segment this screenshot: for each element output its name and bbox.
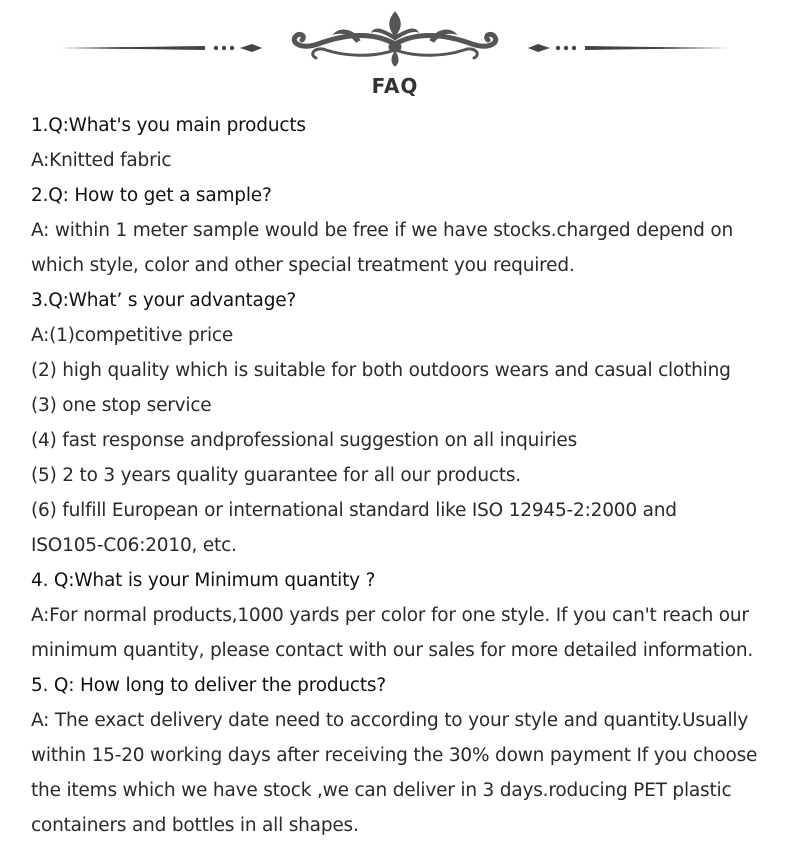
faq-answer: (6) fulfill European or international standard like ISO 12945-2:2000 and (31, 500, 677, 521)
faq-answer: ISO105-C06:2010, etc. (31, 535, 237, 556)
faq-answer: the items which we have stock ,we can deliver in 3 days.roducing PET plastic (31, 780, 732, 801)
faq-answer: which style, color and other special treatment you required. (31, 255, 575, 276)
faq-answer: within 15-20 working days after receiving the 30% down payment If you choose (31, 745, 758, 766)
faq-answer: A: within 1 meter sample would be free if we have stocks.charged depend on (31, 220, 733, 241)
faq-question: 3.Q:What’ s your advantage? (31, 290, 297, 311)
faq-answer: (5) 2 to 3 years quality guarantee for all our products. (31, 465, 521, 486)
faq-answer: (2) high quality which is suitable for both outdoors wears and casual clothing (31, 360, 731, 381)
faq-answer: (3) one stop service (31, 395, 212, 416)
page-title: FAQ (371, 74, 419, 98)
faq-answer: containers and bottles in all shapes. (31, 815, 359, 836)
faq-question: 2.Q: How to get a sample? (31, 185, 272, 206)
faq-header (0, 0, 790, 100)
faq-question: 5. Q: How long to deliver the products? (31, 675, 386, 696)
faq-answer: (4) fast response andprofessional suggestion on all inquiries (31, 430, 578, 451)
faq-question: 4. Q:What is your Minimum quantity ? (31, 570, 376, 591)
faq-answer: minimum quantity, please contact with our sales for more detailed information. (31, 640, 754, 661)
faq-list (31, 108, 781, 843)
faq-answer: A: The exact delivery date need to according to your style and quantity.Usually (31, 710, 749, 731)
faq-question: 1.Q:What's you main products (31, 115, 306, 136)
faq-answer: A:(1)competitive price (31, 325, 234, 346)
faq-answer: A:For normal products,1000 yards per color for one style. If you can't reach our (31, 605, 749, 626)
faq-answer: A:Knitted fabric (31, 150, 172, 171)
